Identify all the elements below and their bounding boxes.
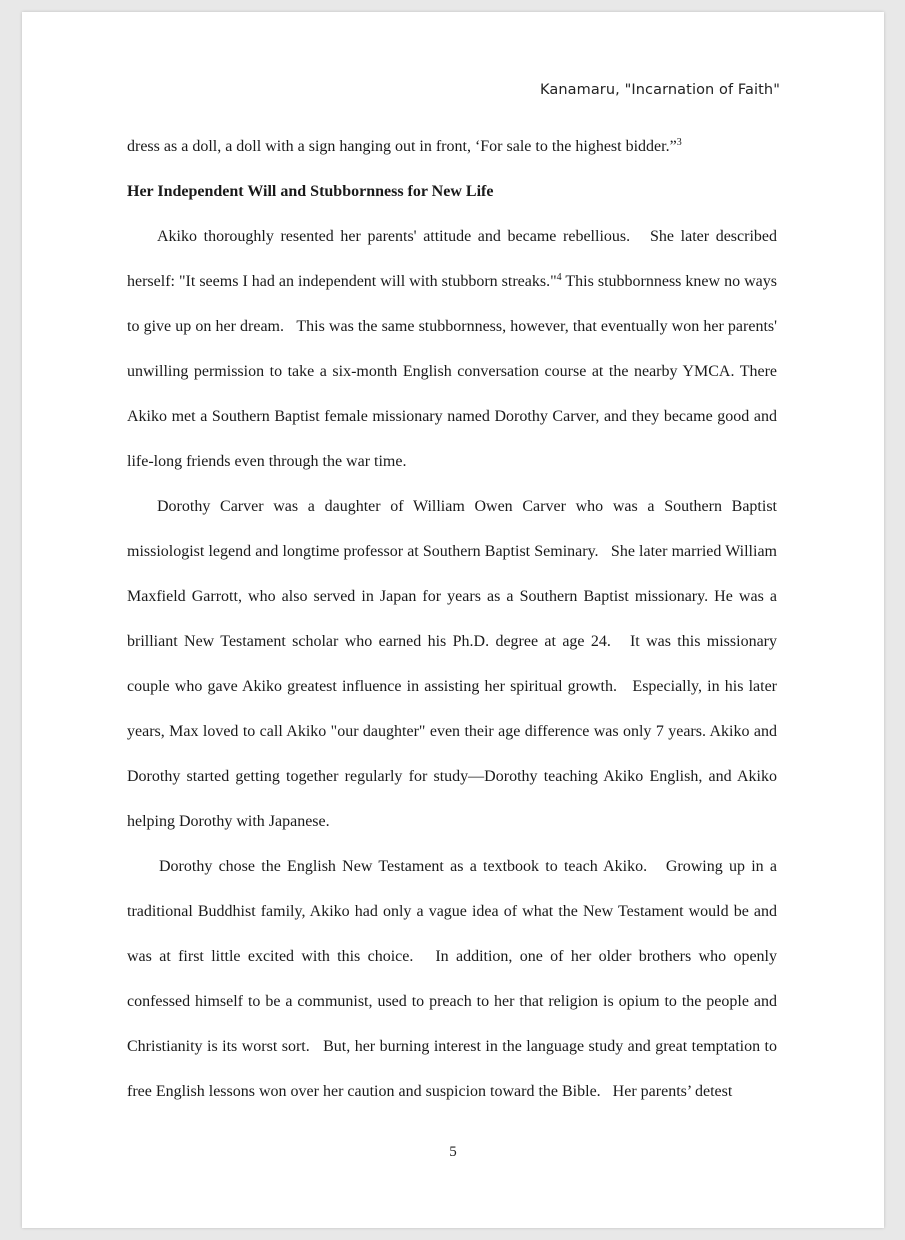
paragraph-text: This stubbornness knew no ways to give up on her dream. This was the same stubbornness, however, that eventually won her parents' unwilling permission to take a six-month English conversation course at the nearby YMCA. There Akiko met a Southern Baptist female missionary named Dorothy Carver, and they became good and life-long friends even through the war time. bbox=[127, 273, 778, 470]
page-number: 5 bbox=[449, 1144, 457, 1160]
paragraph-continuation bbox=[127, 124, 777, 169]
running-header: Kanamaru, "Incarnation of Faith" bbox=[539, 82, 780, 98]
paragraph-1 bbox=[127, 214, 777, 484]
paragraph-text: Akiko thoroughly resented her parents' attitude and became rebellious. She later described herself: "It seems I had an independent will with stubborn streaks." bbox=[127, 228, 777, 290]
footnote-marker: 4 bbox=[556, 272, 562, 283]
document-body bbox=[127, 124, 777, 1114]
section-heading: Her Independent Will and Stubbornness for New Life bbox=[127, 183, 494, 200]
paragraph-text: dress as a doll, a doll with a sign hanging out in front, ‘For sale to the highest bidder.” bbox=[127, 138, 677, 155]
footnote-marker: 3 bbox=[676, 137, 682, 148]
document-page bbox=[22, 12, 884, 1228]
paragraph-3: Dorothy chose the English New Testament as a textbook to teach Akiko. Growing up in a traditional Buddhist family, Akiko had only a vague idea of what the New Testament would be and was at first little excited with this choice. In addition, one of her older brothers who openly confessed himself to be a communist, used to preach to her that religion is opium to the people and Christianity is its worst sort. But, her burning interest in the language study and great temptation to free English lessons won over her caution and suspicion toward the Bible. Her parents’ detest bbox=[127, 858, 777, 1100]
paragraph-2: Dorothy Carver was a daughter of William Owen Carver who was a Southern Baptist missiologist legend and longtime professor at Southern Baptist Seminary. She later married William Maxfield Garrott, who also served in Japan for years as a Southern Baptist missionary. He was a brilliant New Testament scholar who earned his Ph.D. degree at age 24. It was this missionary couple who gave Akiko greatest influence in assisting her spiritual growth. Especially, in his later years, Max loved to call Akiko "our daughter" even their age difference was only 7 years. Akiko and Dorothy started getting together regularly for study—Dorothy teaching Akiko English, and Akiko helping Dorothy with Japanese. bbox=[127, 498, 777, 830]
